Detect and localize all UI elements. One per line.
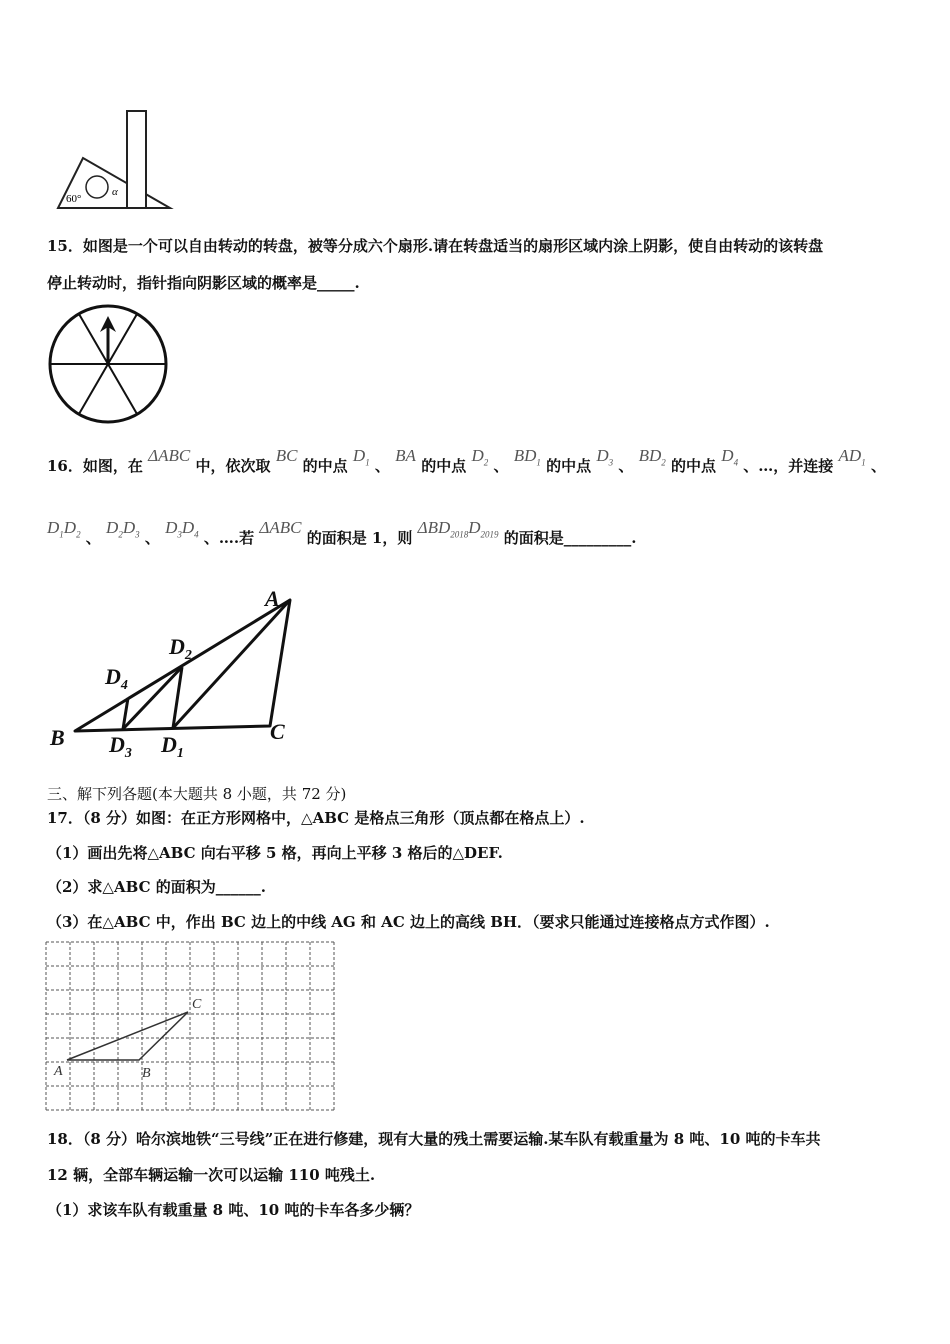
q16-text: 中，依次取 [195,457,271,475]
q16-text: 的面积是 1，则 [306,529,413,547]
q16-math: BC [275,446,298,465]
label-d3 [108,732,132,760]
q16-end: . [631,529,637,547]
q16-text: 、 [85,529,101,547]
q15-line2-text: 停止转动时，指针指向阴影区域的概率是 [47,274,318,292]
q16-math-sub: 1 [59,529,64,540]
q16-text: 、 [374,457,390,475]
label-c: C [270,719,285,744]
q16-math [106,518,140,540]
q16-math-main: D [471,446,484,465]
q16-math-sub: 2 [661,457,666,468]
q15-line1: 15．如图是一个可以自由转动的转盘，被等分成六个扇形.请在转盘适当的扇形区域内涂上阴影，使自由转动的该转盘 [47,237,824,255]
q18-part1: （1）求该车队有载重量 8 吨、10 吨的卡车各多少辆？ [47,1201,420,1219]
q16-text: 、 [493,457,509,475]
angle-alpha-label: α [112,186,118,198]
set-square-hole [86,176,108,198]
q16-math [417,518,499,540]
q18-line1: 18．（8 分）哈尔滨地铁“三号线”正在进行修建，现有大量的残土需要运输.某车队有载重量为 8 吨、10 吨的卡车共 [47,1130,821,1148]
q16-math-sub: 2 [483,457,489,468]
q16-math-sub: 1 [365,457,370,468]
section-3-heading: 三、解下列各题(本大题共 8 小题，共 72 分) [47,785,347,803]
q16-math [165,518,199,540]
q16-math-sub: 2019 [480,529,499,540]
q15-line2 [47,273,360,293]
q16-math-sub: 1 [861,457,866,468]
q16-math-sub: 3 [135,529,140,540]
q17-part2-text: （2）求△ABC 的面积为 [47,878,216,896]
q16-math [47,518,81,540]
q16-math-sub: 2 [76,529,81,540]
q17-stem: 17．（8 分）如图：在正方形网格中，△ABC 是格点三角形（顶点都在格点上）. [47,809,585,827]
q16-text: 的中点 [546,457,592,475]
q16-line1 [47,446,886,482]
q16-math-main: ΔBD [417,518,451,537]
upright-rectangle [127,111,146,208]
q16-text: 的中点 [671,457,717,475]
q16-math [721,446,739,468]
grid-label-b: B [142,1066,151,1081]
q16-math-main: D [352,446,366,465]
q16-math [638,446,666,468]
label-d2 [168,634,192,663]
q17-part3: （3）在△ABC 中，作出 BC 边上的中线 AG 和 AC 边上的高线 BH．（要求只能通过连接格点方式作图）. [47,913,770,931]
q16-math-sub: 4 [194,529,199,540]
q17-blank[interactable]: ______ [215,878,261,896]
q16-math-main: D [181,518,195,537]
label-a: A [265,586,280,611]
q16-math-main: D [721,446,734,465]
q17-part2 [47,877,266,897]
label-d1-sub: 1 [176,746,184,760]
q16-blank[interactable]: _________ [563,529,632,547]
q15-blank[interactable]: _____ [317,274,355,292]
q16-math: ΔABC [148,446,191,465]
q16-math-sub: 1 [536,457,541,468]
label-d4-sub: 4 [120,678,128,693]
q16-math: ΔABC [259,518,302,537]
label-d4-main: D [105,664,121,689]
q16-math-sub: 4 [733,457,739,468]
figure-16 [45,580,305,760]
q16-text: 、….若 [203,529,255,547]
q16-math [513,446,541,468]
q16-text: 、…，并连接 [743,457,834,475]
q16-math-main: D [165,518,178,537]
spinner-figure [45,302,175,426]
q16-math-main: D [63,518,77,537]
q16-math-main: D [106,518,119,537]
grid-lines [46,942,334,1110]
q16-math-main: BD [638,446,662,465]
q16-math-main: D [122,518,136,537]
q16-math-main: BD [513,446,537,465]
q16-math-sub: 2018 [450,529,469,540]
q16-line2 [47,518,637,554]
q16-math [471,446,489,468]
q16-text: 、 [870,457,886,475]
q18-line2: 12 辆，全部车辆运输一次可以运输 110 吨残土. [47,1166,376,1184]
q16-math-main: D [468,518,481,537]
q16-math-sub: 2 [118,529,123,540]
q16-text: 的面积是 [503,529,564,547]
label-d2-main: D [169,634,185,659]
q16-math [352,446,370,468]
q17-part1: （1）画出先将△ABC 向右平移 5 格，再向上平移 3 格后的△DEF. [47,844,503,862]
q16-math-sub: 3 [608,457,614,468]
figure-14 [50,105,180,215]
q16-text: 的中点 [302,457,348,475]
q16-math [596,446,614,468]
grid-label-a: A [54,1064,63,1079]
q16-math [838,446,866,468]
label-b: B [50,725,65,750]
q16-text: 的中点 [421,457,467,475]
label-d4 [104,664,128,693]
q16-math-main: D [596,446,609,465]
q17-part2-end: . [260,878,266,896]
label-d1 [160,732,184,760]
label-d2-sub: 2 [184,648,192,663]
q16-text: 16．如图，在 [47,457,143,475]
q15-end: . [354,274,360,292]
label-d1-main: D [161,732,177,757]
q16-math-main: AD [838,446,862,465]
label-d3-sub: 3 [124,746,132,760]
q16-text: 、 [144,529,160,547]
figure-17-grid [44,940,336,1112]
q16-math: BA [395,446,416,465]
triangle-abc [67,1012,188,1060]
label-d3-main: D [109,732,125,757]
q16-math-main: D [47,518,60,537]
grid-label-c: C [192,997,202,1012]
q16-math-sub: 3 [177,529,182,540]
angle-60-label: 60° [66,193,82,205]
q16-text: 、 [618,457,634,475]
